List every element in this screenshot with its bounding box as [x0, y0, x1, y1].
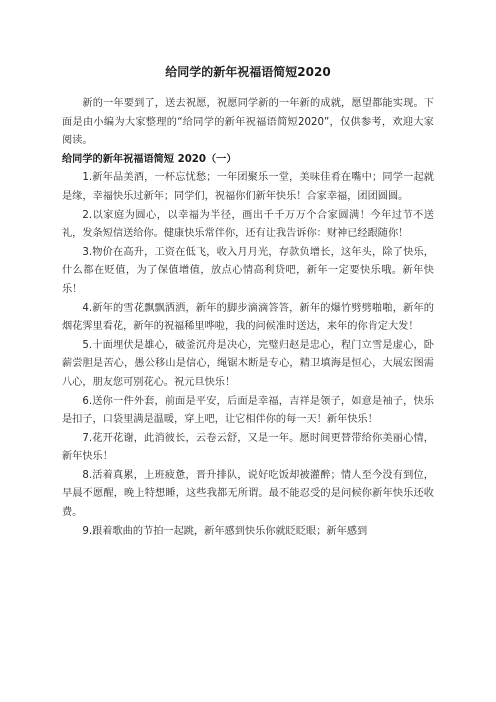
document-body	[62, 95, 434, 541]
list-item: 5.十面埋伏是雄心，破釜沉舟是决心，完璧归赵是忠心，程门立雪是虚心，卧薪尝胆是苦心，愚公移山是信心，绳锯木断是专心，精卫填海是恒心，大展宏图需八心，朋友您可别花心。祝元旦快乐！	[62, 339, 434, 388]
list-item: 7.花开花谢，此消彼长，云卷云舒，又是一年。愿时间更替带给你美丽心情，新年快乐！	[62, 432, 434, 463]
list-item: 1.新年品美酒，一杯忘忧愁；一年团聚乐一堂，美味佳肴在嘴中；同学一起就是缘，幸福快乐过新年；同学们，祝福你们新年快乐！合家幸福，团团圆圆。	[62, 172, 434, 202]
intro-paragraph: 新的一年要到了，送去祝愿，祝愿同学新的一年新的成就，愿望都能实现。下面是由小编为大家整理的“给同学的新年祝福语简短2020”，仅供参考，欢迎大家阅读。	[62, 98, 434, 147]
list-item: 2.以家庭为圆心，以幸福为半径，画出千千万万个合家圆满！今年过节不送礼，发条短信送给你。健康快乐常伴你，还有让我告诉你：财神已经跟随你！	[62, 209, 434, 240]
list-item: 9.跟着歌曲的节拍一起跳，新年感到快乐你就眨眨眼；新年感到	[82, 525, 368, 537]
list-item: 3.物价在高升，工资在低飞，收入月月光，存款负增长，这年头，除了快乐，什么都在贬值，为了保值增值，放点心情高利贷吧，新年一定要快乐哦。新年快乐！	[62, 246, 434, 295]
list-item: 4.新年的雪花飘飘洒洒，新年的脚步滴滴答答，新年的爆竹劈劈啪啪，新年的烟花霁里看花，新年的祝福稀里哗啦，我的问候准时送达，来年的你肯定大发！	[62, 302, 434, 333]
list-item: 6.送你一件外套，前面是平安，后面是幸福，吉祥是领子，如意是袖子，快乐是扣子，口袋里满是温暖，穿上吧，让它相伴你的每一天！新年快乐！	[62, 395, 434, 426]
list-item: 8.活着真累，上班疲惫，晋升排队，说好吃饭却被灌醉；情人至今没有到位，早晨不愿醒，晚上特想睡，这些我都无所谓。最不能忍受的是问候你新年快乐还收费。	[62, 469, 434, 519]
page-title: 给同学的新年祝福语简短2020	[165, 65, 331, 79]
section-heading: 给同学的新年祝福语简短 2020（一）	[62, 153, 237, 165]
